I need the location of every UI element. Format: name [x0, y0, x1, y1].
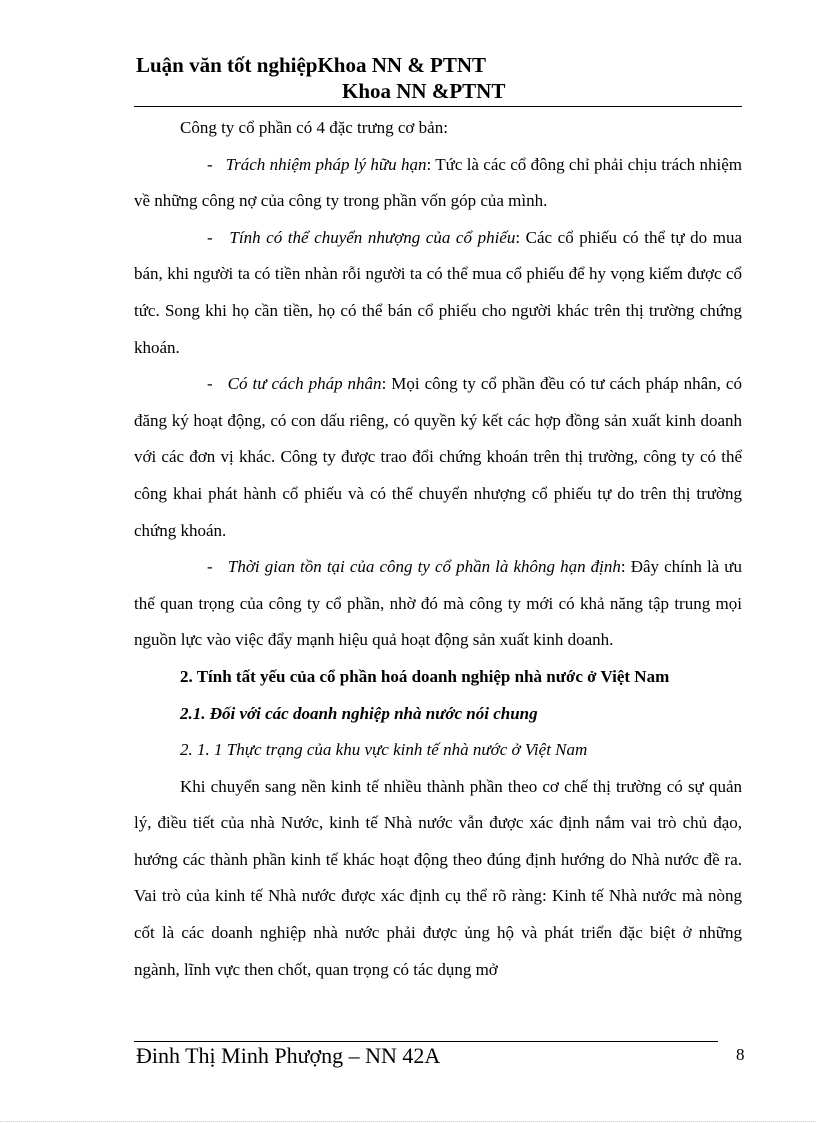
header-line-2: Khoa NN &PTNT	[342, 79, 506, 103]
footer-author: Đinh Thị Minh Phượng – NN 42A	[136, 1043, 441, 1068]
feature-term: Có tư cách pháp nhân	[227, 374, 382, 394]
feature-term: Tính có thể chuyển nhượng của cổ phiếu	[229, 227, 516, 247]
feature-text: : Tức là các cổ đông chỉ phải chịu trách nhiệm về những công nợ của công ty trong phần vốn góp của mình.	[134, 154, 742, 211]
feature-term: Trách nhiệm pháp lý hữu hạn	[225, 154, 427, 174]
feature-term: Thời gian tồn tại của công ty cổ phần là không hạn định	[227, 557, 621, 577]
feature-text: : Các cổ phiếu có thể tự do mua bán, khi người ta có tiền nhàn rỗi người ta có thể mua cổ phiếu để hy vọng kiếm được cổ tức. Song khi họ cần tiền, họ có thể bán cổ phiếu cho người khác trên thị trường chứng khoán.	[134, 227, 742, 357]
header-divider	[134, 106, 742, 107]
feature-item: - Trách nhiệm pháp lý hữu hạn: Tức là các cổ đông chỉ phải chịu trách nhiệm về những công nợ của công ty trong phần vốn góp của mình.	[134, 154, 742, 211]
page-header	[136, 52, 505, 104]
header-line-1: Luận văn tốt nghiệpKhoa NN & PTNT	[136, 53, 487, 77]
page-edge	[0, 1121, 816, 1122]
body-paragraph: Khi chuyển sang nền kinh tế nhiều thành phần theo cơ chế thị trường có sự quản lý, điều tiết của nhà Nước, kinh tế Nhà nước vẫn được xác định nắm vai trò chủ đạo, hướng các thành phần kinh tế khác hoạt động theo đúng định hướng do Nhà nước đề ra. Vai trò của kinh tế Nhà nước được xác định cụ thể rõ ràng: Kinh tế Nhà nước mà nòng cốt là các doanh nghiệp nhà nước phải được ủng hộ và phát triển đặc biệt ở những ngành, lĩnh vực then chốt, quan trọng có tác dụng mở	[134, 776, 742, 979]
subsection-heading: 2.1. Đối với các doanh nghiệp nhà nước nói chung	[180, 703, 538, 723]
feature-text: : Mọi công ty cổ phần đều có tư cách pháp nhân, có đăng ký hoạt động, có con dấu riêng, có quyền ký kết các hợp đồng sản xuất kinh doanh với các đơn vị khác. Công ty được trao đổi chứng khoán trên thị trường, công ty có thể công khai phát hành cổ phiếu và có thể chuyển nhượng cổ phiếu tự do trên thị trường chứng khoán.	[134, 374, 742, 540]
section-heading: 2. Tính tất yếu của cổ phần hoá doanh nghiệp nhà nước ở Việt Nam	[180, 666, 670, 686]
footer-divider	[134, 1041, 718, 1042]
feature-text: : Đây chính là ưu thế quan trọng của công ty cổ phần, nhờ đó mà công ty mới có khả năng tập trung mọi nguồn lực vào việc đẩy mạnh hiệu quả hoạt động sản xuất kinh doanh.	[134, 557, 742, 650]
page-number: 8	[736, 1045, 745, 1064]
intro-paragraph: Công ty cổ phần có 4 đặc trưng cơ bản:	[180, 118, 448, 137]
document-body	[134, 110, 742, 988]
subsubsection-heading: 2. 1. 1 Thực trạng của khu vực kinh tế nhà nước ở Việt Nam	[180, 740, 588, 760]
feature-item: - Thời gian tồn tại của công ty cổ phần là không hạn định: Đây chính là ưu thế quan trọng của công ty cổ phần, nhờ đó mà công ty mới có khả năng tập trung mọi nguồn lực vào việc đẩy mạnh hiệu quả hoạt động sản xuất kinh doanh.	[134, 557, 742, 650]
feature-item: - Tính có thể chuyển nhượng của cổ phiếu: Các cổ phiếu có thể tự do mua bán, khi người ta có tiền nhàn rỗi người ta có thể mua cổ phiếu để hy vọng kiếm được cổ tức. Song khi họ cần tiền, họ có thể bán cổ phiếu cho người khác trên thị trường chứng khoán.	[134, 227, 742, 357]
feature-item: - Có tư cách pháp nhân: Mọi công ty cổ phần đều có tư cách pháp nhân, có đăng ký hoạt động, có con dấu riêng, có quyền ký kết các hợp đồng sản xuất kinh doanh với các đơn vị khác. Công ty được trao đổi chứng khoán trên thị trường, công ty có thể công khai phát hành cổ phiếu và có thể chuyển nhượng cổ phiếu tự do trên thị trường chứng khoán.	[134, 374, 742, 540]
